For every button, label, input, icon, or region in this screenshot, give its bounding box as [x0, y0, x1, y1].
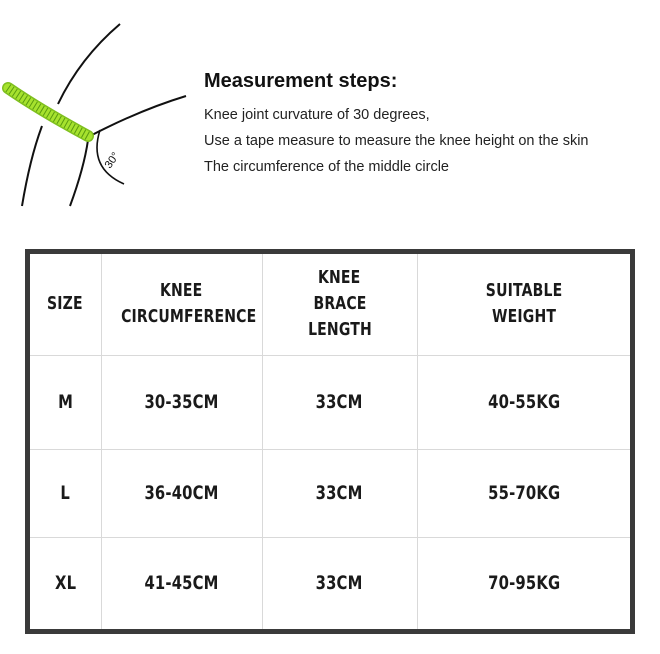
- table-row: [30, 449, 630, 537]
- size-table: [30, 254, 630, 629]
- measurement-step: The circumference of the middle circle: [204, 159, 449, 175]
- cell-size: M: [30, 355, 101, 449]
- tape-measure: [8, 88, 88, 136]
- table-header-row: [30, 254, 630, 355]
- table-row: [30, 355, 630, 449]
- cell-weight: 55-70KG: [417, 449, 630, 537]
- cell-weight: 70-95KG: [417, 537, 630, 629]
- cell-circumference: 41-45CM: [101, 537, 262, 629]
- cell-circumference: 36-40CM: [101, 449, 262, 537]
- cell-length: 33CM: [262, 355, 417, 449]
- measurement-steps: [204, 70, 660, 185]
- size-chart: [25, 249, 635, 634]
- cell-length: 33CM: [262, 449, 417, 537]
- knee-measurement-illustration: [0, 18, 200, 213]
- cell-size: XL: [30, 537, 101, 629]
- angle-label: 30°: [102, 150, 122, 171]
- measurement-title: Measurement steps:: [204, 70, 398, 92]
- header-knee-brace-length: KNEE BRACE LENGTH: [262, 254, 417, 355]
- header-knee-circumference: KNEE CIRCUMFERENCE: [101, 254, 262, 355]
- header-suitable-weight: SUITABLE WEIGHT: [417, 254, 630, 355]
- cell-length: 33CM: [262, 537, 417, 629]
- cell-weight: 40-55KG: [417, 355, 630, 449]
- measurement-step: Use a tape measure to measure the knee height on the skin: [204, 133, 589, 149]
- header-size: SIZE: [30, 254, 101, 355]
- cell-circumference: 30-35CM: [101, 355, 262, 449]
- table-row: [30, 537, 630, 629]
- cell-size: L: [30, 449, 101, 537]
- measurement-step: Knee joint curvature of 30 degrees,: [204, 107, 430, 123]
